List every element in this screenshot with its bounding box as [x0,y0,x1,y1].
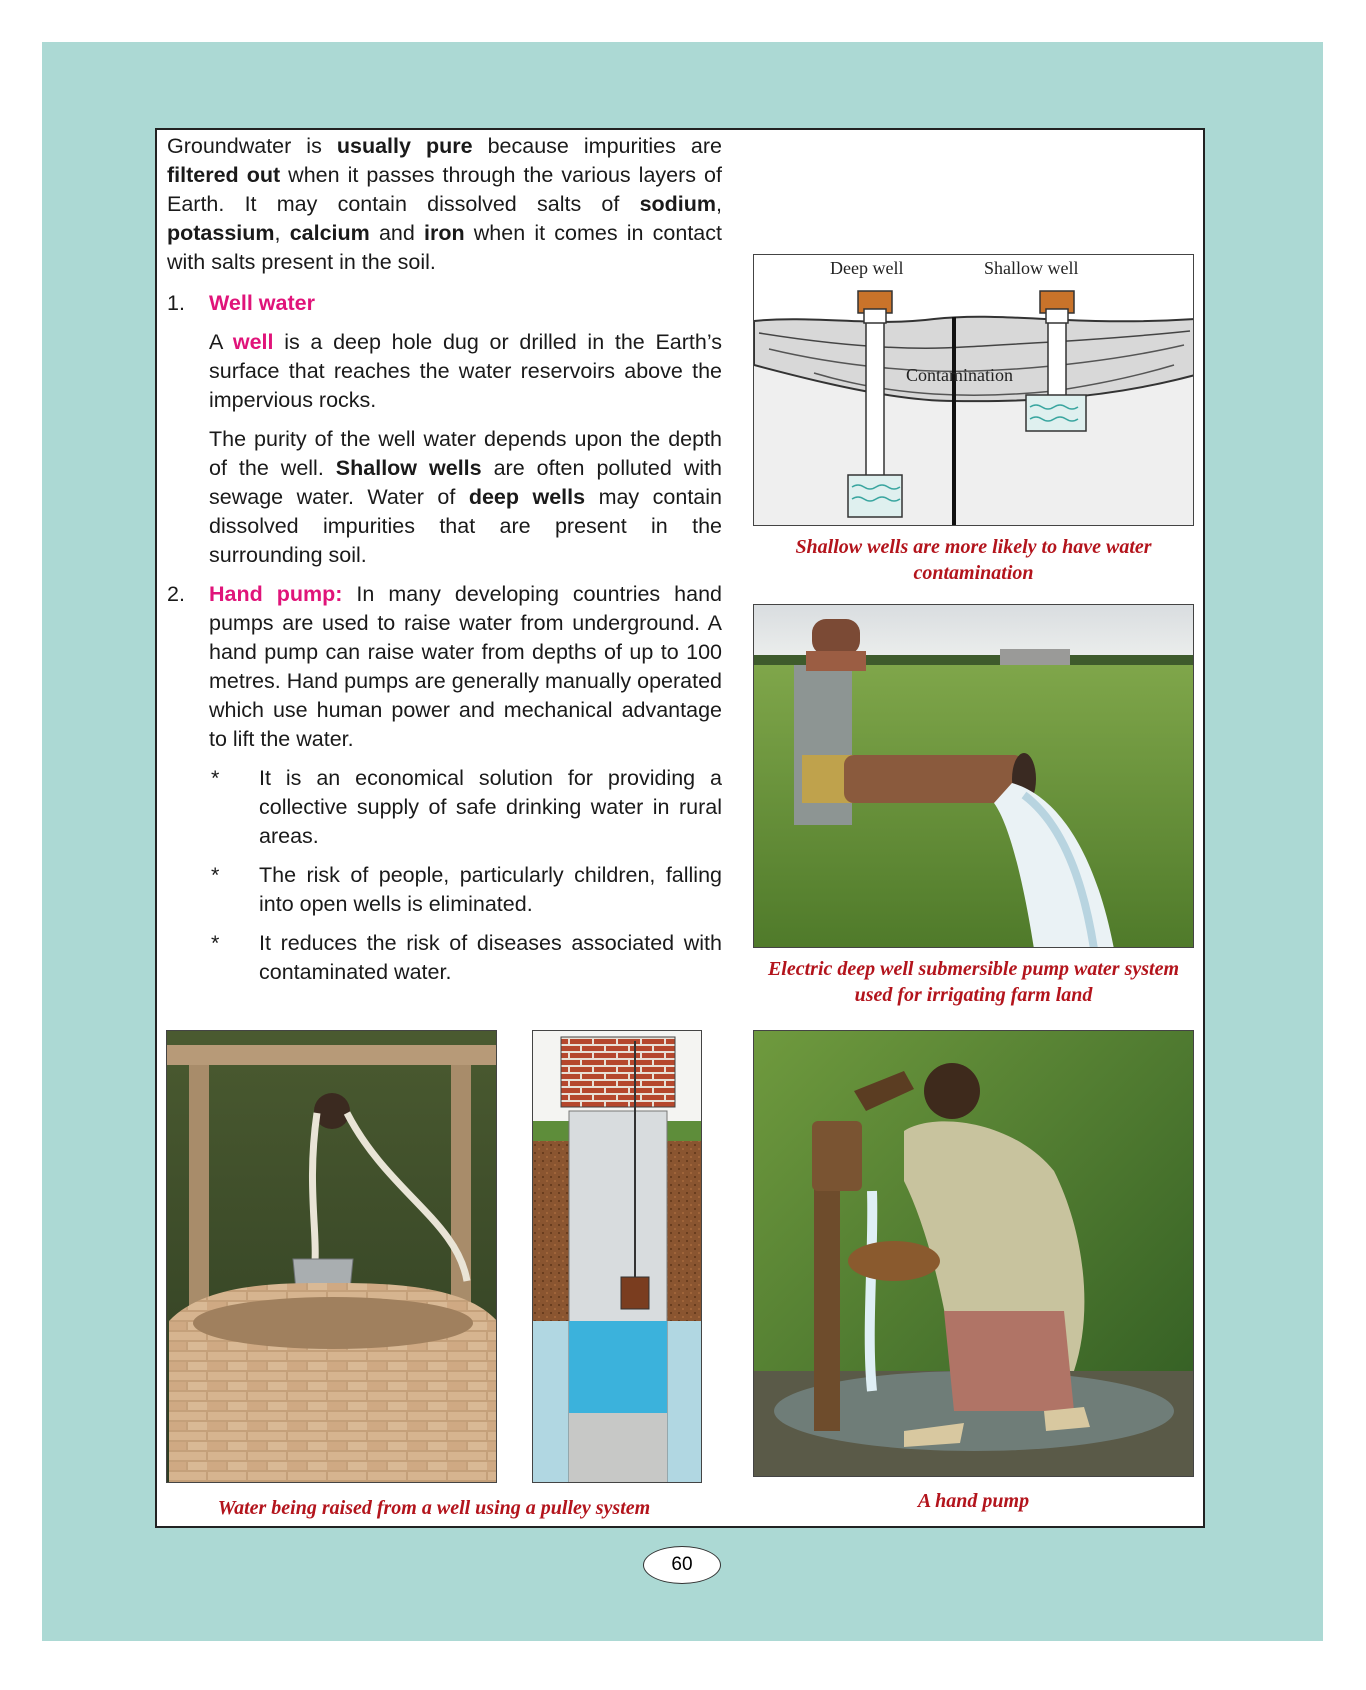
term-shallow-wells: Shallow wells [335,456,482,480]
well-definition [209,328,722,415]
intro-text: when it passes through the various layers of Earth. It may contain dissolved salts of [167,163,722,216]
intro-text: Groundwater is [167,134,337,158]
section-heading-pump: Hand pump: [209,582,343,606]
intro-text: and [369,221,424,245]
well-cross-section-illustration [533,1031,702,1483]
label-deep-well: Deep well [830,258,904,278]
term-usually-pure: usually pure [336,134,473,158]
well-text: are often polluted with sewage water. Water of [209,456,722,509]
comma: , [274,221,290,245]
hand-pump-photo [753,1030,1194,1477]
pulley-well-illustration [167,1031,497,1483]
bullet-mark: * [211,931,220,955]
section-number: 1. [167,291,185,315]
intro-text: when it comes in contact with salts present in the soil. [167,221,722,274]
term-filtered-out: filtered out [167,163,281,187]
well-text: may contain dissolved impurities that are present in the surrounding soil. [209,485,722,567]
electric-pump-illustration [754,605,1194,948]
intro-text: because impurities are [472,134,722,158]
intro-paragraph [167,132,722,277]
well-cross-section [532,1030,702,1483]
bullet-item: It is an economical solution for providing a collective supply of safe drinking water in rural areas. [259,766,722,848]
caption-electric: Electric deep well submersible pump water system used for irrigating farm land [767,958,1180,1006]
hand-pump-illustration [754,1031,1194,1477]
pump-text: In many developing countries hand pumps are used to raise water from underground. A hand pump can raise water from depths of up to 100 metres. Hand pumps are generally manually operated which use human power and mechanical advantage to lift the water. [209,582,722,751]
bullet-item: It reduces the risk of diseases associated with contaminated water. [259,931,722,984]
electric-pump-photo [753,604,1194,948]
caption-pulley: Water being raised from a well using a pulley system [217,1497,651,1519]
term-iron: iron [423,221,465,245]
well-diagram [753,254,1194,526]
well-diagram-illustration [754,255,1194,526]
page-number: 60 [643,1546,721,1584]
pulley-well-photo [166,1030,497,1483]
well-text: A [209,330,233,354]
well-text: The purity of the well water depends upon the depth of the well. [209,427,722,480]
bullet-item: The risk of people, particularly children, falling into open wells is eliminated. [259,863,722,916]
comma: , [716,192,722,216]
label-shallow-well: Shallow well [984,258,1079,278]
term-well: well [232,330,274,354]
term-sodium: sodium [639,192,717,216]
label-contamination: Contamination [906,365,1013,385]
section-well-water [167,289,722,580]
caption-handpump: A hand pump [917,1490,1030,1512]
well-text: is a deep hole dug or drilled in the Earth’s surface that reaches the water reservoirs above the impervious rocks. [209,330,722,412]
section-number: 2. [167,582,185,606]
bullet-mark: * [211,766,220,790]
well-purity [209,425,722,570]
term-deep-wells: deep wells [468,485,586,509]
section-heading-well: Well water [209,291,315,315]
term-calcium: calcium [289,221,370,245]
bullet-mark: * [211,863,220,887]
term-potassium: potassium [167,221,275,245]
caption-wells: Shallow wells are more likely to have water contamination [795,536,1152,584]
section-hand-pump [167,580,722,987]
